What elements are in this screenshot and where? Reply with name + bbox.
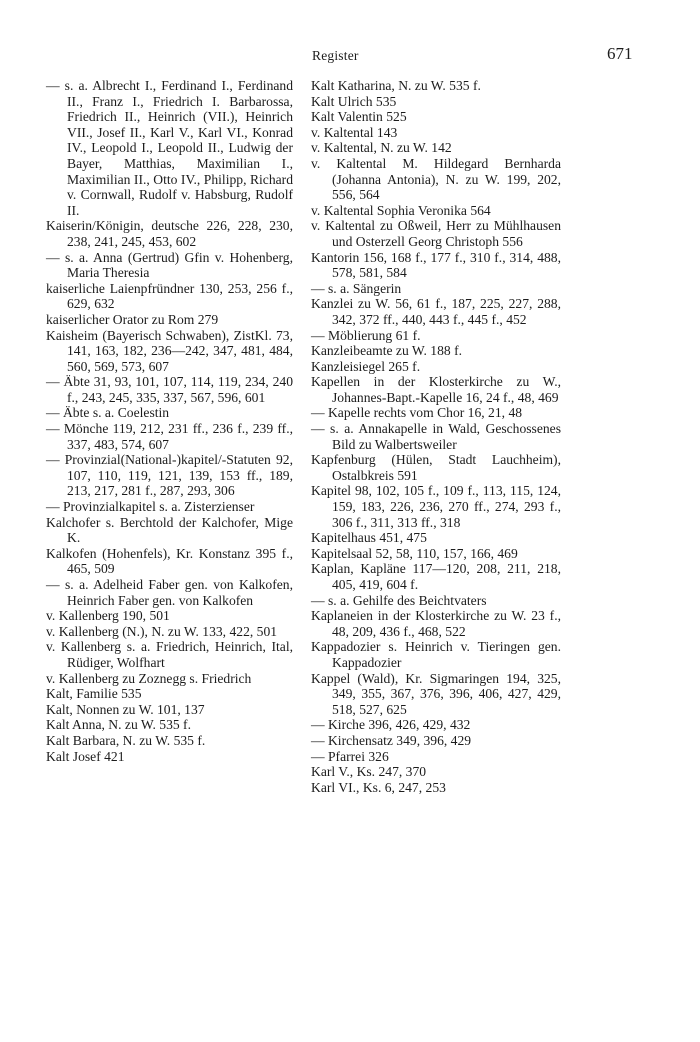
index-entry: Kapitelhaus 451, 475	[311, 530, 427, 546]
index-entry: Kappel (Wald), Kr. Sigmaringen 194, 325, 349, 355, 367, 376, 396, 406, 427, 429, 518, 527, 625	[311, 670, 561, 717]
index-entry: Kalt Ulrich 535	[311, 93, 397, 109]
index-entry: Kapfenburg (Hülen, Stadt Lauchheim), Ostalbkreis 591	[311, 452, 561, 483]
index-entry: — s. a. Albrecht I., Ferdinand I., Ferdinand II., Franz I., Friedrich I. Barbarossa, Friedrich II., Heinrich (VII.), Heinrich VII., Josef II., Karl V., Karl VI., Konrad IV., Leopold I., Leopold II., Ludwig der Bayer, Matthias, Maximilian I., Maximilian II., Otto IV., Philipp, Richard v. Cornwall, Rudolf v. Habsburg, Rudolf II.	[46, 78, 293, 218]
index-entry: v. Kaltental Sophia Veronika 564	[311, 202, 491, 218]
index-entry: Kalt Barbara, N. zu W. 535 f.	[46, 732, 206, 748]
index-entry: — s. a. Anna (Gertrud) Gfin v. Hohenberg, Maria Theresia	[46, 249, 293, 281]
index-entry: Karl VI., Ks. 6, 247, 253	[311, 779, 446, 795]
index-entry: — Äbte 31, 93, 101, 107, 114, 119, 234, 240 f., 243, 245, 335, 337, 567, 596, 601	[46, 374, 293, 405]
index-entry: — s. a. Sängerin	[311, 280, 402, 296]
index-entry: v. Kallenberg zu Zoznegg s. Friedrich	[46, 670, 252, 686]
index-entry: v. Kallenberg s. a. Friedrich, Heinrich, Ital, Rüdiger, Wolfhart	[46, 639, 293, 670]
index-entry: Kalt, Nonnen zu W. 101, 137	[46, 701, 205, 717]
index-entry: — Mönche 119, 212, 231 ff., 236 f., 239 ff., 337, 483, 574, 607	[46, 421, 293, 452]
index-entry: — Äbte s. a. Coelestin	[46, 405, 170, 421]
index-entry: Kalt, Familie 535	[46, 686, 142, 702]
right-column	[311, 78, 561, 795]
index-entry: Kaisheim (Bayerisch Schwaben), ZistKl. 73, 141, 163, 182, 236—242, 347, 481, 484, 560, 569, 573, 607	[46, 327, 293, 374]
index-entry: Karl V., Ks. 247, 370	[311, 764, 427, 780]
index-entry: v. Kaltental M. Hildegard Bernharda (Johanna Antonia), N. zu W. 199, 202, 556, 564	[311, 155, 561, 203]
index-entry: v. Kaltental 143	[311, 124, 398, 140]
index-entry: — s. a. Annakapelle in Wald, Geschossenes Bild zu Walbertsweiler	[311, 421, 561, 452]
index-entry: Kalt Anna, N. zu W. 535 f.	[46, 717, 191, 733]
index-entry: Kaplan, Kapläne 117—120, 208, 211, 218, 405, 419, 604 f.	[311, 561, 561, 592]
index-entry: Kaiserin/Königin, deutsche 226, 228, 230, 238, 241, 245, 453, 602	[46, 218, 293, 249]
index-entry: Kanzleibeamte zu W. 188 f.	[311, 343, 462, 359]
index-entry: — Provinzial(National-)kapitel/-Statuten 92, 107, 110, 119, 121, 139, 153 ff., 189, 213, 217, 281 f., 287, 293, 306	[46, 452, 293, 499]
page-header	[0, 44, 700, 68]
left-column	[46, 78, 293, 764]
index-entry: — Kapelle rechts vom Chor 16, 21, 48	[311, 405, 523, 421]
index-entry: v. Kallenberg (N.), N. zu W. 133, 422, 501	[46, 623, 278, 639]
index-entry: Kalt Valentin 525	[311, 109, 407, 125]
index-entry: Kapitelsaal 52, 58, 110, 157, 166, 469	[311, 545, 518, 561]
index-entry: Kalt Katharina, N. zu W. 535 f.	[311, 78, 481, 93]
index-entry: kaiserliche Laienpfründner 130, 253, 256 f., 629, 632	[46, 280, 293, 312]
index-entry: v. Kaltental zu Oßweil, Herr zu Mühlhausen und Osterzell Georg Christoph 556	[311, 218, 561, 249]
index-entry: Kantorin 156, 168 f., 177 f., 310 f., 314, 488, 578, 581, 584	[311, 249, 561, 281]
index-entry: v. Kaltental, N. zu W. 142	[311, 140, 452, 156]
index-entry: Kapitel 98, 102, 105 f., 109 f., 113, 115, 124, 159, 183, 226, 236, 270 ff., 274, 293 f., 306 f., 311, 313 ff., 318	[311, 483, 561, 530]
index-entry: — Kirchensatz 349, 396, 429	[311, 732, 472, 748]
index-entry: — Kirche 396, 426, 429, 432	[311, 717, 471, 733]
running-title: Register	[312, 48, 359, 63]
index-entry: Kappadozier s. Heinrich v. Tieringen gen. Kappadozier	[311, 639, 561, 670]
index-entry: — Möblierung 61 f.	[311, 327, 421, 343]
index-entry: Kapellen in der Klosterkirche zu W., Johannes-Bapt.-Kapelle 16, 24 f., 48, 469	[311, 374, 561, 405]
index-entry: — Pfarrei 326	[311, 748, 389, 764]
index-entry: Kalkofen (Hohenfels), Kr. Konstanz 395 f., 465, 509	[46, 545, 293, 577]
index-entry: v. Kallenberg 190, 501	[46, 608, 170, 624]
index-entry: — s. a. Adelheid Faber gen. von Kalkofen, Heinrich Faber gen. von Kalkofen	[46, 577, 293, 608]
index-entry: Kanzlei zu W. 56, 61 f., 187, 225, 227, 288, 342, 372 ff., 440, 443 f., 445 f., 452	[311, 296, 561, 327]
index-entry: Kaplaneien in der Klosterkirche zu W. 23 f., 48, 209, 436 f., 468, 522	[311, 608, 561, 639]
index-entry: Kalchofer s. Berchtold der Kalchofer, Mige K.	[46, 514, 293, 546]
index-entry: — s. a. Gehilfe des Beichtvaters	[311, 592, 487, 608]
index-entry: Kanzleisiegel 265 f.	[311, 358, 421, 374]
index-entry: — Provinzialkapitel s. a. Zisterzienser	[46, 499, 255, 515]
index-entry: kaiserlicher Orator zu Rom 279	[46, 311, 219, 327]
page-number: 671	[607, 44, 633, 63]
index-entry: Kalt Josef 421	[46, 748, 125, 764]
